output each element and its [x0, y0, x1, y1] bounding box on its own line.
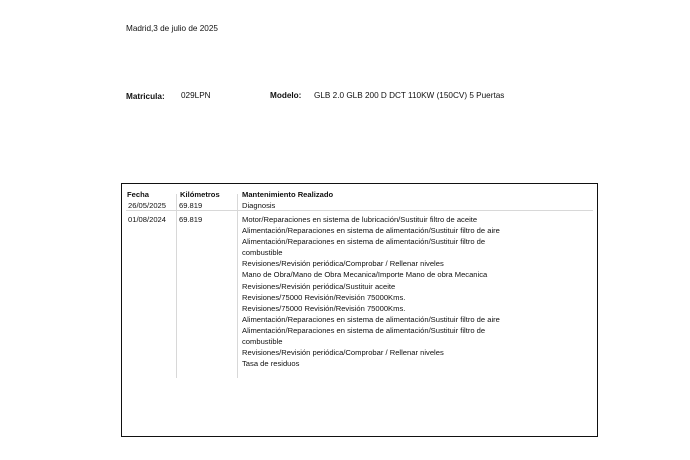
maintenance-line: combustible [242, 337, 283, 347]
maintenance-line: Revisiones/75000 Revisión/Revisión 75000Kms. [242, 303, 406, 313]
maintenance-line: Revisiones/Revisión periódica/Sustituir aceite [242, 281, 396, 291]
maintenance-line: Alimentación/Reparaciones en sistema de alimentación/Sustituir filtro de [242, 237, 486, 247]
column-divider [176, 194, 177, 378]
maintenance-line: Diagnosis [242, 201, 276, 210]
modelo-value: GLB 2.0 GLB 200 D DCT 110KW (150CV) 5 Puertas [314, 91, 505, 100]
matricula-value: 029LPN [181, 91, 211, 100]
maintenance-line: Revisiones/75000 Revisión/Revisión 75000Kms. [242, 292, 406, 302]
maintenance-line: Tasa de residuos [242, 359, 300, 369]
modelo-label: Modelo: [270, 91, 302, 100]
maintenance-table [121, 183, 598, 437]
document-date: Madrid,3 de julio de 2025 [126, 24, 218, 33]
maintenance-line: Revisiones/Revisión periódica/Comprobar / Rellenar niveles [242, 259, 444, 269]
maintenance-line: Mano de Obra/Mano de Obra Mecanica/Importe Mano de obra Mecanica [242, 270, 488, 280]
row-2-km: 69.819 [179, 215, 203, 224]
maintenance-line: combustible [242, 248, 283, 258]
maintenance-line: Alimentación/Reparaciones en sistema de alimentación/Sustituir filtro de aire [242, 226, 500, 236]
row-1-km: 69.819 [179, 201, 203, 210]
header-mantenimiento: Mantenimiento Realizado [242, 190, 334, 199]
maintenance-line: Alimentación/Reparaciones en sistema de alimentación/Sustituir filtro de aire [242, 314, 500, 324]
row-2-fecha: 01/08/2024 [128, 215, 167, 224]
row-2-mantenimiento [242, 214, 562, 369]
matricula-label: Matricula: [126, 92, 165, 101]
header-fecha: Fecha [127, 190, 149, 199]
maintenance-line: Motor/Reparaciones en sistema de lubricación/Sustituir filtro de aceite [242, 215, 478, 224]
row-1-fecha: 26/05/2025 [128, 201, 167, 210]
row-1-mantenimiento [242, 200, 562, 211]
cropped-header-line [215, 0, 495, 4]
maintenance-line: Alimentación/Reparaciones en sistema de alimentación/Sustituir filtro de [242, 325, 486, 335]
column-divider [237, 194, 238, 378]
maintenance-line: Revisiones/Revisión periódica/Comprobar / Rellenar niveles [242, 348, 444, 358]
header-kilometros: Kilómetros [180, 190, 220, 199]
